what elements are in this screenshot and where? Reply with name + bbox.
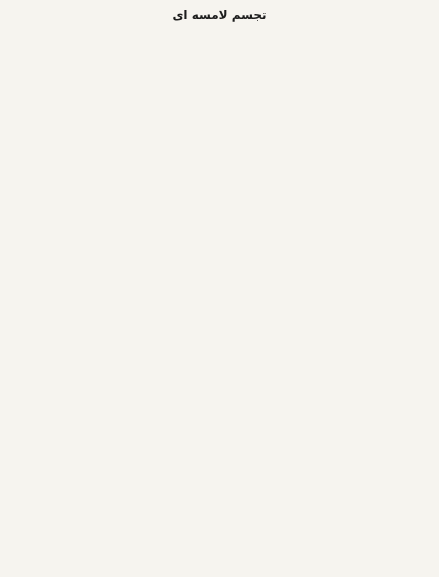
text-line (14, 458, 425, 478)
text-line (14, 82, 425, 102)
text-line (14, 161, 425, 181)
text-line (14, 339, 425, 359)
text-line (14, 260, 425, 280)
text-line (14, 398, 425, 418)
text-line (14, 220, 425, 240)
text-line (14, 517, 425, 537)
text-line (14, 280, 425, 300)
text-line (14, 121, 425, 141)
paragraph-intro (14, 42, 425, 240)
text-line (14, 240, 425, 260)
text-line (14, 418, 425, 438)
text-line (14, 101, 425, 121)
text-line (14, 62, 425, 82)
text-line (14, 299, 425, 319)
page-title: تجسم لامسه ای (172, 8, 267, 22)
text-line (14, 379, 425, 399)
paragraph-exercise (14, 299, 425, 497)
text-line (14, 200, 425, 220)
text-line (14, 141, 425, 161)
text-line (14, 537, 425, 557)
text-line (14, 557, 425, 577)
text-line (14, 42, 425, 62)
paragraph-body-awareness (14, 240, 425, 299)
paragraph-left-knee (14, 497, 425, 576)
text-line (14, 478, 425, 498)
text-line (14, 359, 425, 379)
text-line (14, 497, 425, 517)
text-line (14, 181, 425, 201)
text-line (14, 319, 425, 339)
